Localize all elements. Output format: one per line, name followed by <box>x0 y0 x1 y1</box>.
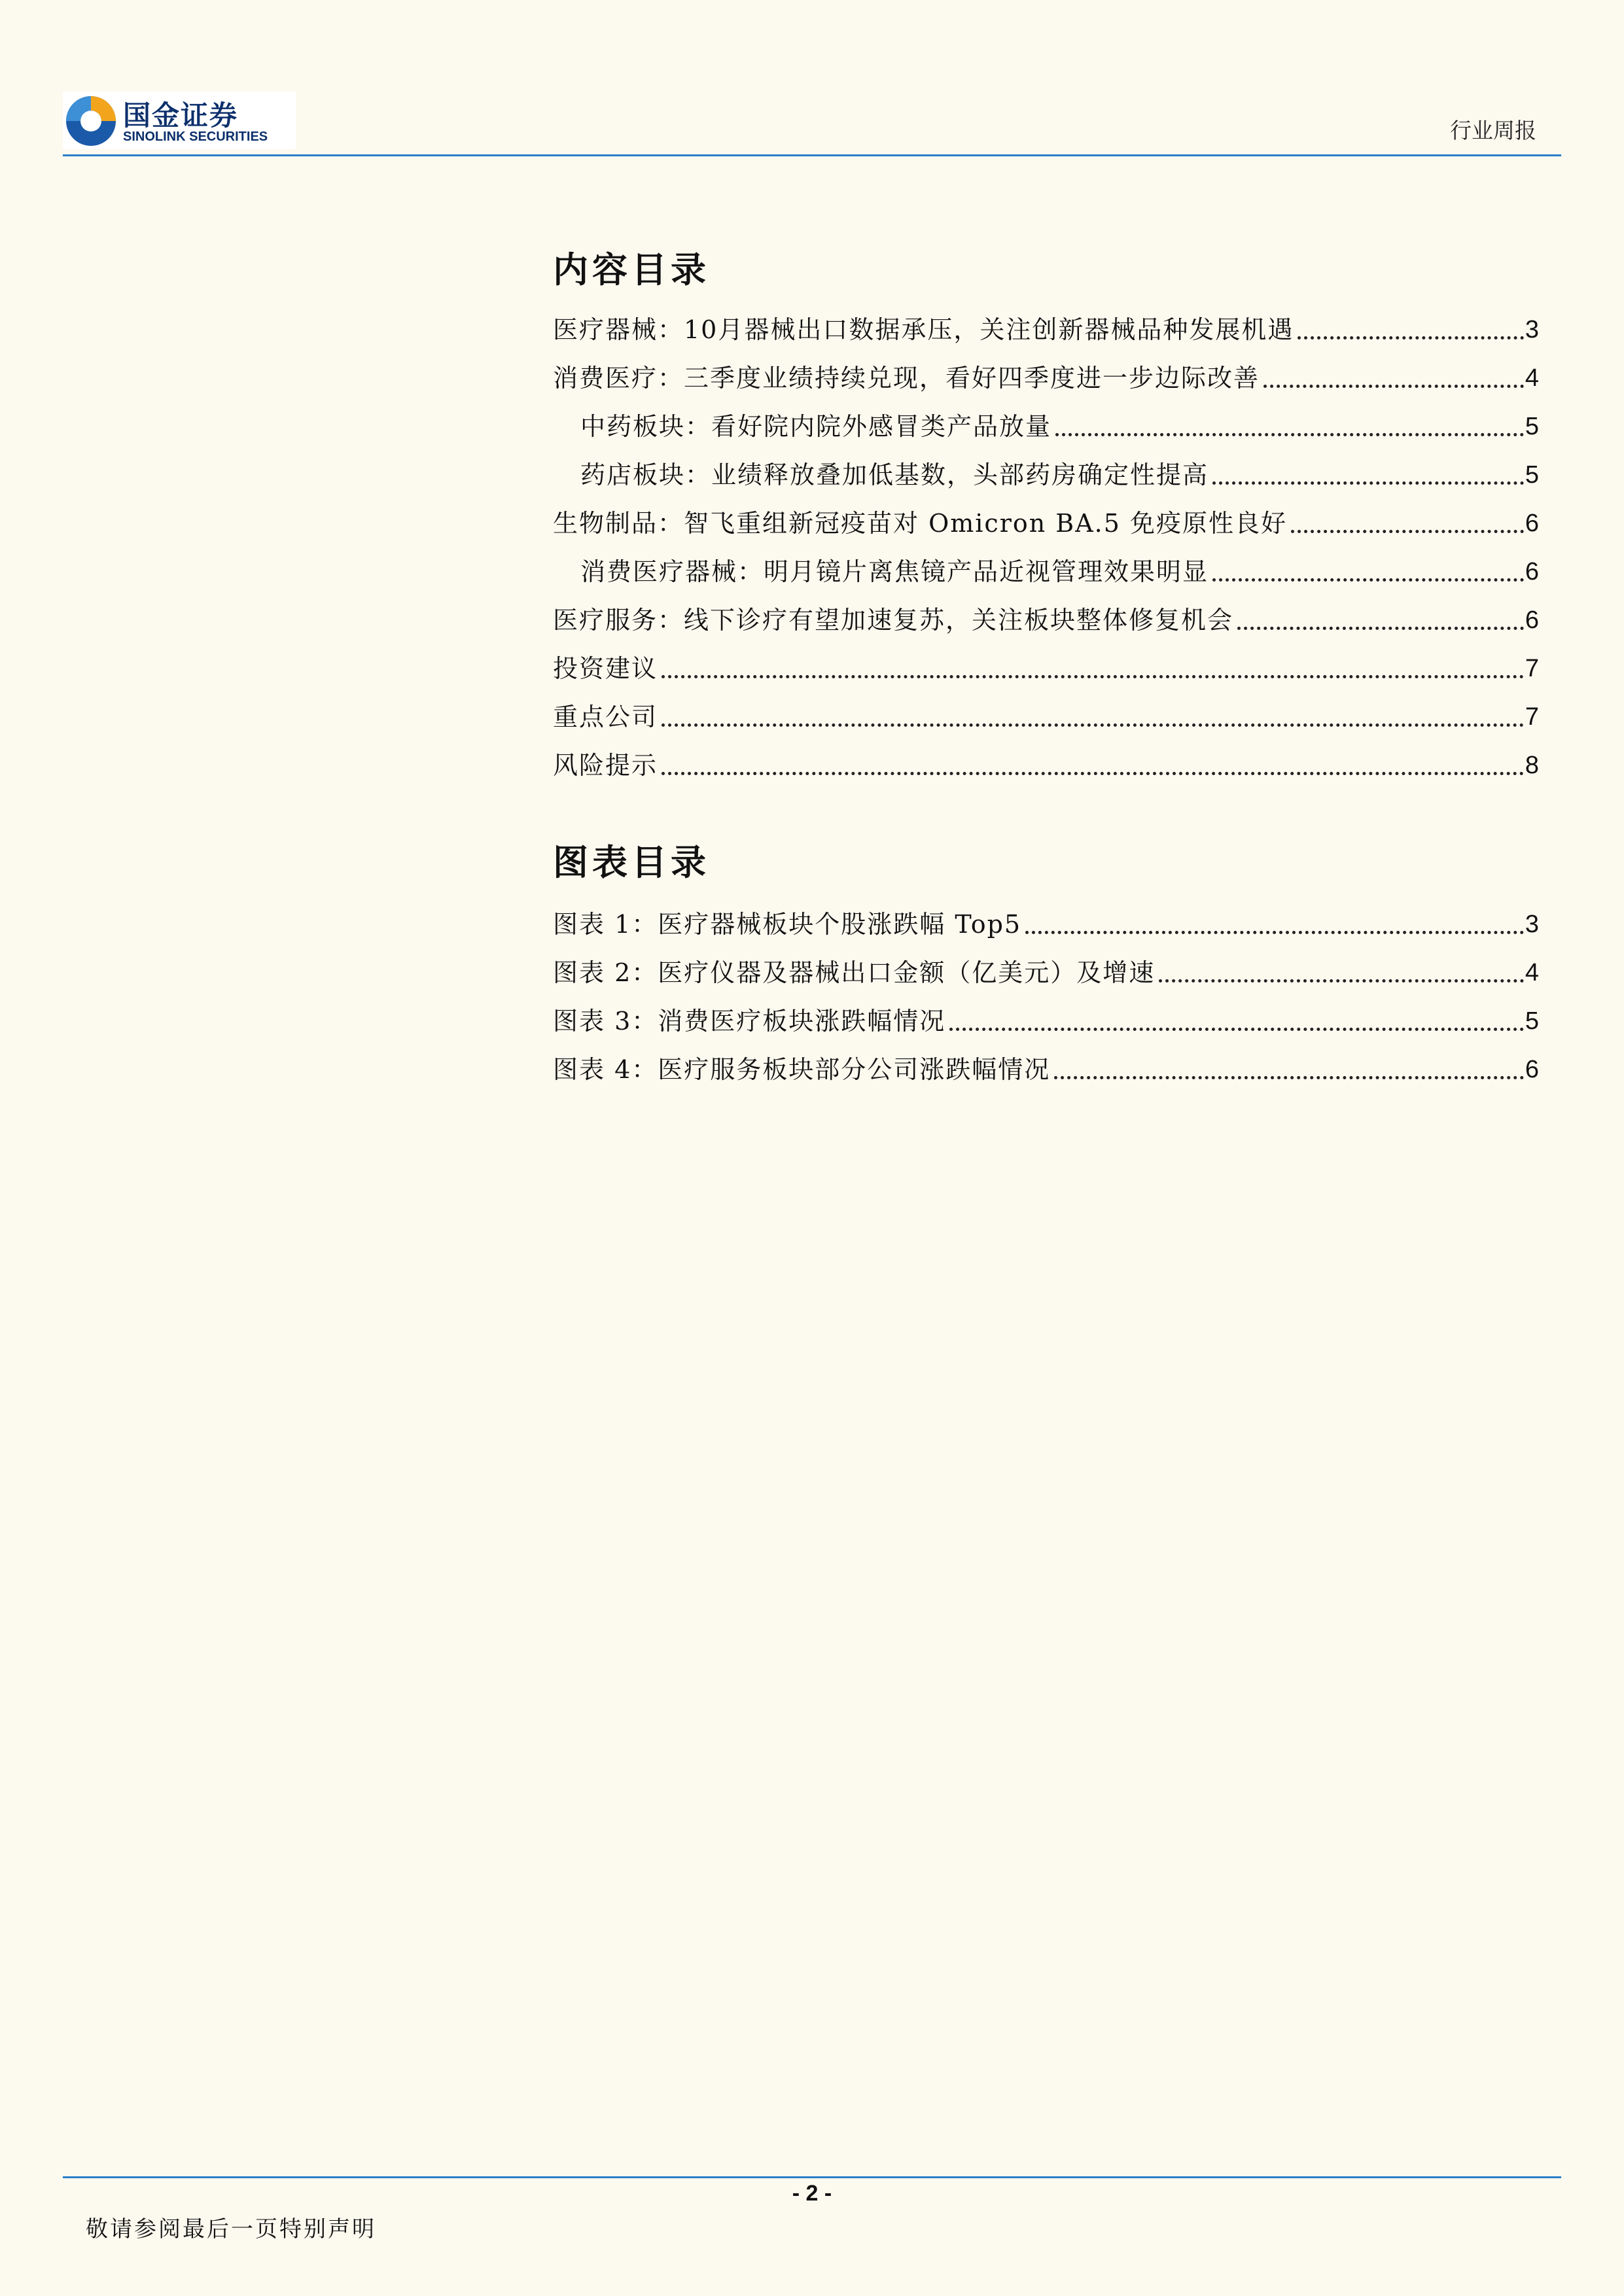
toc-entry-page: 6 <box>1525 606 1539 634</box>
toc-entry[interactable] <box>553 1037 1539 1085</box>
toc-entry-page: 6 <box>1525 510 1539 537</box>
toc-entry-label: 消费医疗器械：明月镜片离焦镜产品近视管理效果明显 <box>580 557 1209 586</box>
toc-entry-label: 医疗器械：10月器械出口数据承压，关注创新器械品种发展机遇 <box>553 315 1294 344</box>
toc-entry[interactable] <box>553 684 1539 733</box>
toc-entry-page: 4 <box>1525 959 1539 986</box>
toc-entry[interactable] <box>553 733 1539 781</box>
toc-entry[interactable] <box>553 636 1539 684</box>
logo-emblem-icon <box>63 92 119 148</box>
logo-english-name: SINOLINK SECURITIES <box>123 130 268 144</box>
toc-entry[interactable] <box>553 442 1539 491</box>
toc-leader-dots <box>1237 627 1524 630</box>
toc-entry-label: 投资建议 <box>553 654 658 683</box>
toc-entry[interactable] <box>553 587 1539 636</box>
toc-leader-dots <box>1054 1076 1524 1079</box>
toc-leader-dots <box>1055 433 1524 436</box>
toc-entry[interactable] <box>553 491 1539 539</box>
toc-entry-page: 6 <box>1525 558 1539 585</box>
figures-list <box>553 892 1539 1085</box>
toc-entry-page: 7 <box>1525 655 1539 682</box>
toc-entry-label: 药店板块：业绩释放叠加低基数，头部药房确定性提高 <box>580 461 1209 489</box>
toc-leader-dots <box>662 723 1524 727</box>
toc-entry-label: 消费医疗：三季度业绩持续兑现，看好四季度进一步边际改善 <box>553 364 1260 392</box>
toc-entry-page: 4 <box>1525 364 1539 392</box>
toc-entry[interactable] <box>553 988 1539 1037</box>
toc-entry[interactable] <box>553 940 1539 988</box>
toc-leader-dots <box>1025 931 1524 934</box>
toc-entry-label: 图表 2：医疗仪器及器械出口金额（亿美元）及增速 <box>553 958 1156 987</box>
contents-list <box>553 297 1539 781</box>
footer-divider <box>63 2176 1561 2178</box>
page-number: - 2 - <box>792 2181 832 2206</box>
toc-entry[interactable] <box>553 539 1539 587</box>
page-header <box>63 92 1561 157</box>
toc-entry-page: 3 <box>1525 316 1539 343</box>
toc-entry-page: 5 <box>1525 413 1539 440</box>
toc-leader-dots <box>1159 979 1524 983</box>
toc-entry-page: 5 <box>1525 461 1539 489</box>
toc-entry-page: 6 <box>1525 1056 1539 1083</box>
toc-leader-dots <box>949 1028 1524 1031</box>
logo-chinese-name: 国金证券 <box>123 99 239 131</box>
toc-leader-dots <box>1291 530 1524 533</box>
toc-entry[interactable] <box>553 892 1539 940</box>
toc-entry-label: 生物制品：智飞重组新冠疫苗对 Omicron BA.5 免疫原性良好 <box>553 509 1288 538</box>
toc-entry-label: 图表 4：医疗服务板块部分公司涨跌幅情况 <box>553 1055 1051 1084</box>
toc-entry[interactable] <box>553 297 1539 345</box>
toc-leader-dots <box>1263 385 1524 388</box>
toc-entry-page: 8 <box>1525 752 1539 779</box>
toc-leader-dots <box>1212 481 1524 485</box>
toc-entry-label: 图表 1：医疗器械板块个股涨跌幅 Top5 <box>553 910 1022 939</box>
toc-entry-label: 中药板块：看好院内院外感冒类产品放量 <box>580 412 1052 441</box>
toc-entry-page: 3 <box>1525 911 1539 938</box>
toc-leader-dots <box>1297 336 1524 339</box>
figures-title: 图表目录 <box>553 841 710 883</box>
toc-entry-label: 重点公司 <box>553 703 658 731</box>
toc-leader-dots <box>1212 578 1524 582</box>
toc-leader-dots <box>662 675 1524 678</box>
report-type: 行业周报 <box>1450 118 1536 143</box>
toc-entry-page: 5 <box>1525 1007 1539 1035</box>
toc-entry-label: 风险提示 <box>553 751 658 780</box>
toc-entry-page: 7 <box>1525 703 1539 731</box>
disclaimer-note: 敬请参阅最后一页特别声明 <box>86 2216 376 2242</box>
toc-entry-label: 医疗服务：线下诊疗有望加速复苏，关注板块整体修复机会 <box>553 606 1234 635</box>
contents-title: 内容目录 <box>553 249 710 290</box>
company-logo <box>63 92 296 149</box>
toc-entry[interactable] <box>553 394 1539 442</box>
toc-entry-label: 图表 3：消费医疗板块涨跌幅情况 <box>553 1007 946 1035</box>
header-divider <box>63 154 1561 156</box>
toc-leader-dots <box>662 772 1524 775</box>
toc-entry[interactable] <box>553 345 1539 394</box>
